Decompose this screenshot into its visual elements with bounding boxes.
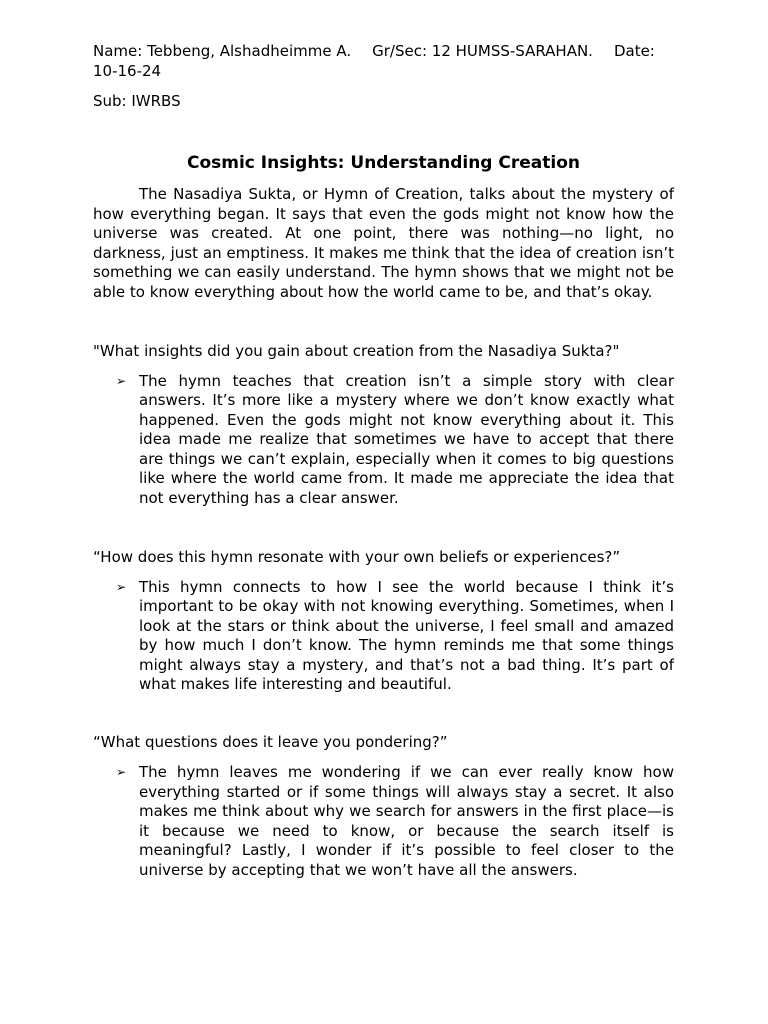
intro-paragraph: The Nasadiya Sukta, or Hymn of Creation, talks about the mystery of how everything began. It says that even the gods might not know how the universe was created. At one point, there was nothing—no light, no darkness, just an emptiness. It makes me think that the idea of creation isn’t something we can easily understand. The hymn shows that we might not be able to know everything about how the world came to be, and that’s okay. <box>93 185 674 301</box>
arrow-bullet-icon <box>116 372 126 392</box>
answer-3-text: The hymn leaves me wondering if we can ever really know how everything started or if some things will always stay a secret. It also makes me think about why we search for answers in the first place—is it because we need to know, or because the search itself is meaningful? Lastly, I wonder if it’s possible to feel closer to the universe by accepting that we won’t have all the answers. <box>139 763 674 879</box>
date-value: 10-16-24 <box>93 61 162 80</box>
document-page <box>93 0 674 880</box>
subject-line: Sub: IWRBS <box>93 91 181 110</box>
arrow-bullet-icon <box>116 763 126 783</box>
question-2: “How does this hymn resonate with your own beliefs or experiences?” <box>93 547 621 566</box>
question-3: “What questions does it leave you pondering?” <box>93 733 448 751</box>
date-label: Date: <box>613 42 655 60</box>
answer-2-text: This hymn connects to how I see the world because I think it’s important to be okay with not knowing everything. Sometimes, when I look at the stars or think about the universe, I feel small and amazed by how much I don’t know. The hymn reminds me that some things might always stay a mystery, and that’s not a bad thing. It’s part of what makes life interesting and beautiful. <box>139 577 674 693</box>
answer-2 <box>93 578 674 695</box>
arrow-bullet-icon <box>116 578 126 598</box>
answer-1-text: The hymn teaches that creation isn’t a simple story with clear answers. It’s more like a mystery where we don’t know exactly what happened. Even the gods might not know everything about it. This idea made me realize that sometimes we have to accept that there are things we can’t explain, especially when it comes to big questions like where the world came from. It made me appreciate the idea that not everything has a clear answer. <box>139 371 674 507</box>
grade-section: Gr/Sec: 12 HUMSS-SARAHAN. <box>372 42 593 60</box>
answer-3 <box>93 763 674 880</box>
student-info-header <box>93 42 674 81</box>
answer-1 <box>93 372 674 509</box>
question-1: "What insights did you gain about creation from the Nasadiya Sukta?" <box>93 341 620 360</box>
student-name: Name: Tebbeng, Alshadheimme A. <box>93 42 352 60</box>
document-title: Cosmic Insights: Understanding Creation <box>186 153 580 173</box>
